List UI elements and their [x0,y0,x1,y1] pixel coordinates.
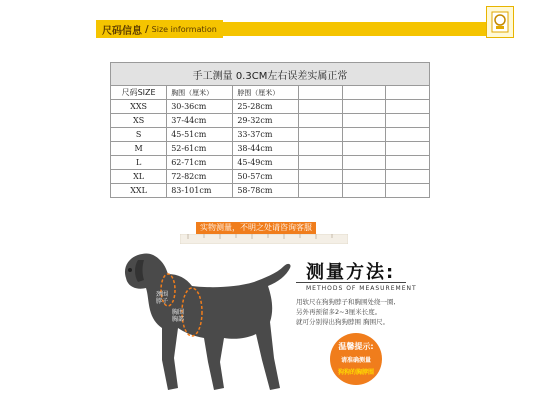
chest-cell: 62-71cm [167,156,233,170]
header-size: 尺码SIZE [111,86,167,100]
blank-cell [386,184,430,198]
table-caption: 手工测量 0.3CM左右误差实属正常 [111,63,430,86]
table-row [111,184,430,198]
method-line-2: 另外再预留多2~3厘米长度。 [296,308,382,316]
blank-cell [386,128,430,142]
size-table [110,62,430,198]
blank-cell [298,142,342,156]
blank-cell [386,142,430,156]
size-cell: XXS [111,100,167,114]
table-row [111,100,430,114]
blank-cell [342,170,386,184]
header-blank [298,86,342,100]
blank-cell [298,184,342,198]
blank-cell [342,142,386,156]
blank-cell [386,156,430,170]
blank-cell [298,156,342,170]
method-subtitle: METHODS OF MEASUREMENT [306,285,417,292]
size-cell: XS [111,114,167,128]
tip-line-1: 请准确测量 [340,357,371,364]
header-blank [342,86,386,100]
header-chest: 胸围（厘米） [167,86,233,100]
method-description [296,297,436,327]
table-header-row [111,86,430,100]
chest-cell: 37-44cm [167,114,233,128]
chest-cell: 30-36cm [167,100,233,114]
dog-illustration [108,238,308,402]
blank-cell [342,100,386,114]
method-title: 测量方法: [306,262,396,283]
blank-cell [298,114,342,128]
size-cell: S [111,128,167,142]
header-title-cn: 尺码信息 [102,25,142,37]
dog-neck-label: 颈围 [156,291,169,298]
blank-cell [342,184,386,198]
table-row [111,128,430,142]
blank-cell [386,100,430,114]
dog-chest-label: 胸围 [172,309,185,316]
method-divider [296,282,406,283]
blank-cell [386,114,430,128]
header-title [96,20,223,38]
blank-cell [342,156,386,170]
header-separator: / [145,23,149,35]
blank-cell [342,128,386,142]
neck-cell: 45-49cm [233,156,299,170]
method-line-1: 用软尺在狗狗脖子和胸围处绕一圈, [296,298,396,306]
size-cell: M [111,142,167,156]
blank-cell [342,114,386,128]
chest-cell: 45-51cm [167,128,233,142]
dog-neck-sub-label: 脖子 [156,298,169,305]
table-row [111,142,430,156]
header-neck: 脖围（厘米） [233,86,299,100]
neck-cell: 33-37cm [233,128,299,142]
brand-logo-icon [486,6,514,38]
tip-title: 温馨提示: [338,342,374,351]
size-cell: L [111,156,167,170]
tip-line-2: 狗狗的胸脖围 [337,369,374,376]
table-row [111,170,430,184]
method-line-3: 就可分别得出狗狗脖围 胸围尺。 [296,318,390,326]
size-cell: XL [111,170,167,184]
size-cell: XXL [111,184,167,198]
chest-cell: 83-101cm [167,184,233,198]
neck-cell: 58-78cm [233,184,299,198]
blank-cell [298,100,342,114]
header-blank [386,86,430,100]
blank-cell [298,170,342,184]
table-row [111,114,430,128]
notice-bar: 实物测量，不明之处请咨询客服 [196,222,316,234]
blank-cell [386,170,430,184]
blank-cell [298,128,342,142]
dog-chest-sub-label: 胸部 [172,316,185,323]
tip-badge [330,333,382,385]
neck-cell: 50-57cm [233,170,299,184]
header-title-en: Size information [151,24,217,34]
neck-cell: 25-28cm [233,100,299,114]
table-row [111,156,430,170]
header-bar [0,0,533,60]
chest-cell: 72-82cm [167,170,233,184]
neck-cell: 29-32cm [233,114,299,128]
neck-cell: 38-44cm [233,142,299,156]
chest-cell: 52-61cm [167,142,233,156]
